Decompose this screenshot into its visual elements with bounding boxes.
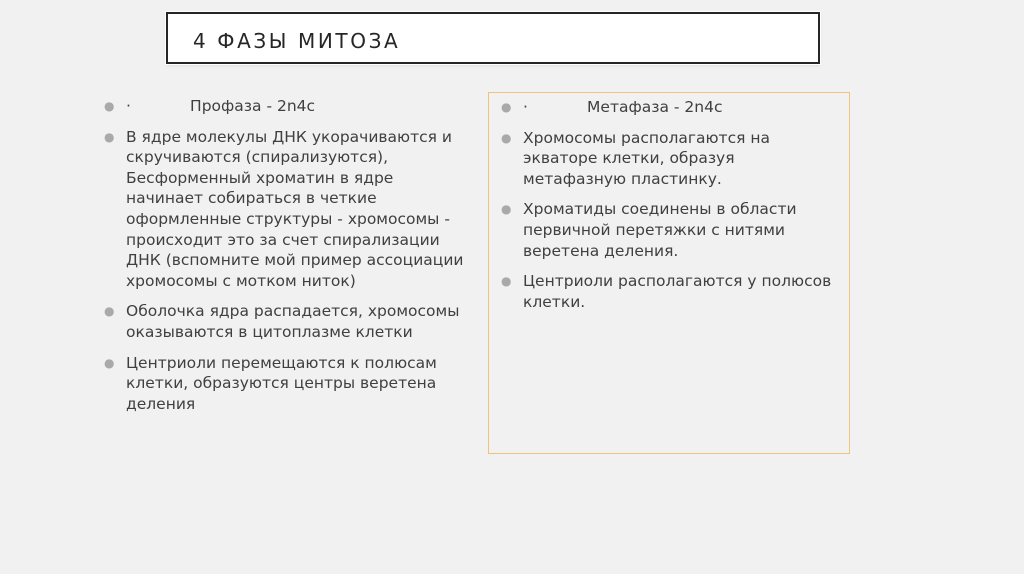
bullet-icon: ● xyxy=(501,202,512,217)
list-item-text: · Профаза - 2n4c xyxy=(126,97,316,115)
right-bullet-list xyxy=(501,97,841,312)
list-item xyxy=(501,97,841,118)
right-framed-column xyxy=(488,92,850,454)
bullet-icon: ● xyxy=(104,99,115,113)
list-item xyxy=(104,127,464,292)
list-item-text: Оболочка ядра распадается, хромосомы оказываются в цитоплазме клетки xyxy=(126,302,460,341)
list-item xyxy=(501,199,841,261)
list-item-text: Центриоли располагаются у полюсов клетки. xyxy=(523,272,832,311)
bullet-icon: ● xyxy=(104,355,115,370)
bullet-icon: ● xyxy=(501,274,512,289)
left-column xyxy=(104,96,464,424)
list-item-text: · Метафаза - 2n4c xyxy=(523,98,723,116)
bullet-icon: ● xyxy=(501,130,512,145)
list-item xyxy=(104,301,464,342)
list-item xyxy=(501,128,841,190)
list-item-text: Центриоли перемещаются к полюсам клетки, образуются центры веретена деления xyxy=(126,353,437,413)
bullet-icon: ● xyxy=(104,129,115,144)
left-bullet-list xyxy=(104,96,464,414)
list-item-text: В ядре молекулы ДНК укорачиваются и скручиваются (спирализуются), Бесформенный хроматин в ядре начинает собираться в четкие оформленные структуры - хромосомы - происходит это за счет спирализации ДНК (вспомните мой пример ассоциации хромосомы с мотком ниток) xyxy=(126,127,464,290)
list-item xyxy=(104,96,464,117)
list-item-text: Хромосомы располагаются на экваторе клетки, образуя метафазную пластинку. xyxy=(523,128,770,188)
bullet-icon: ● xyxy=(104,304,115,319)
list-item xyxy=(501,271,841,312)
list-item-text: Хроматиды соединены в области первичной перетяжки с нитями веретена деления. xyxy=(523,200,797,260)
bullet-icon: ● xyxy=(501,100,512,114)
list-item xyxy=(104,353,464,415)
slide-title: 4 ФАЗЫ МИТОЗА xyxy=(193,29,401,53)
